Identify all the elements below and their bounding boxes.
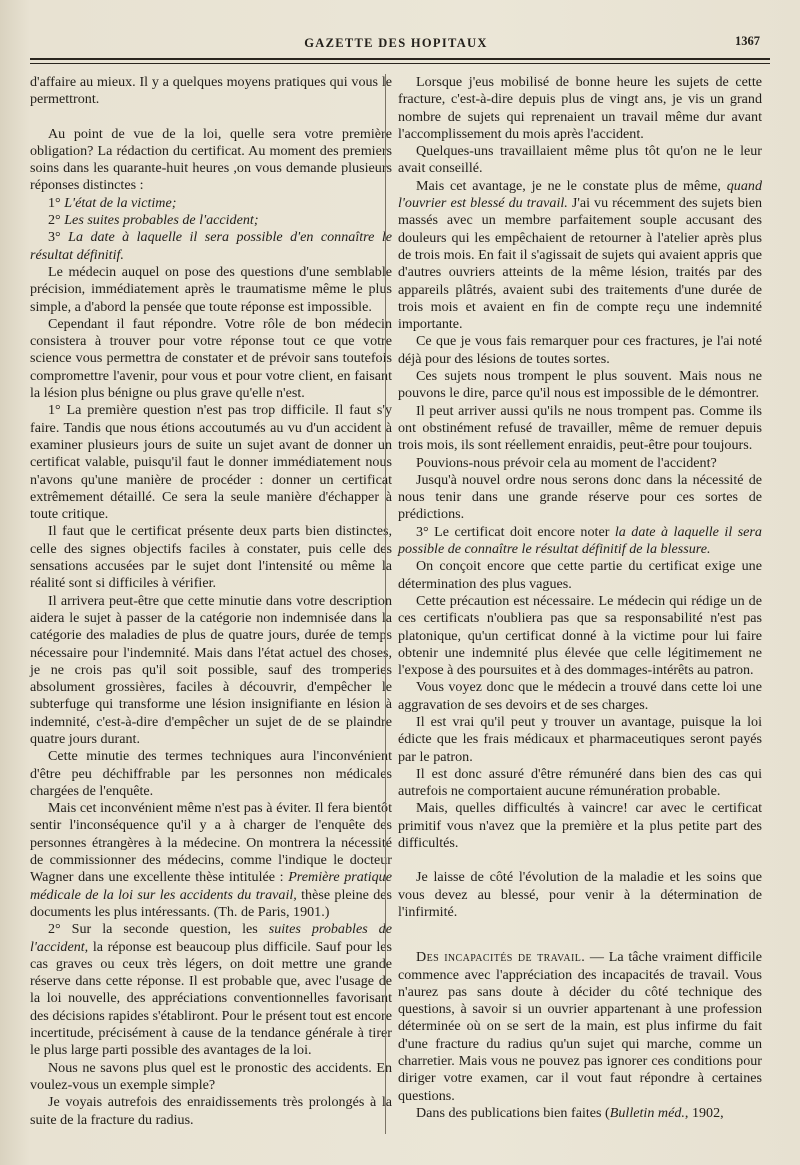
emphasis: suites probables de l'accident,	[30, 921, 392, 955]
paragraph: Il arrivera peut-être que cette minutie dans votre description aidera le sujet à passer de la catégorie non indemnisée dans la catégorie des maladies de plus de quatre jours, durée de temps nécessaire pour l'indemnité. Mais dans l'état actuel des choses, je ne crois pas qu'il soit possible, sauf des tromperies absolument grossières, faciles à découvrir, d'empêcher le subterfuge qui transforme une lésion insignifiante en lésion à indemnité, c'est-à-dire d'empêcher un sujet de de se plaindre quatre jours durant.	[30, 592, 392, 747]
page-number: 1367	[735, 34, 760, 48]
paragraph: Cette précaution est nécessaire. Le médecin qui rédige un de ces certificats n'oubliera pas que sa responsabilité n'est pas platonique, qu'un certificat donné à la victime pour lui faire obtenir une indemnité plus élevée que celle légitimement ne l'expose à des poursuites et à des dommages-intérêts au patron.	[398, 592, 762, 679]
paragraph	[398, 1105, 762, 1122]
paragraph: Cette minutie des termes techniques aura l'inconvénient d'être peu déchiffrable par les personnes non médicales chargées de l'enquête.	[30, 748, 392, 799]
paragraph: Ces sujets nous trompent le plus souvent. Mais nous ne pouvons le dire, parce qu'il nous est impossible de le démontrer.	[398, 368, 762, 402]
emphasis: la date à laquelle il sera possible de connaître le résultat définitif de la blessure.	[398, 523, 762, 558]
paragraph	[398, 178, 762, 334]
list-item	[30, 229, 392, 264]
journal-title: GAZETTE DES HOPITAUX	[304, 36, 488, 50]
paragraph: Ce que je vous fais remarquer pour ces fractures, je l'ai noté déjà pour des lésions de toutes sortes.	[398, 333, 762, 367]
right-column	[398, 74, 762, 1122]
paragraph: Mais, quelles difficultés à vaincre! car avec le certificat primitif vous n'avez que la première et la plus petite part des difficultés.	[398, 800, 762, 852]
paragraph: Quelques-uns travaillaient même plus tôt qu'on ne le leur avait conseillé.	[398, 143, 762, 177]
text-run: , 1902,	[684, 1104, 724, 1121]
paragraph: Nous ne savons plus quel est le pronostic des accidents. En voulez-vous un exemple simple?	[30, 1059, 392, 1093]
paragraph: Jusqu'à nouvel ordre nous serons donc dans la nécessité de nous tenir dans une grande réserve pour ces sortes de prédictions.	[398, 471, 762, 523]
text-run: — La tâche vraiment difficile commence avec l'appréciation des incapacités de travail. Vous n'aurez pas sans doute à décider du côté technique des questions, à savoir si un ouvrier appartenant à une profession déterminée où on se sert de la main, est plus infirme du fait d'une fracture du radius qu'un sujet qui marche, comme un charretier. Mais vous ne pouvez pas ignorer ces conditions pour diriger votre examen, car il vout faut répondre à certaines questions.	[398, 949, 762, 1104]
text-run: 2° Sur la seconde question, les	[48, 921, 258, 938]
thesis-title: Première pratique médicale de la loi sur les accidents du travail,	[30, 869, 392, 903]
list-number: 1°	[48, 194, 61, 211]
paragraph: 1° La première question n'est pas trop difficile. Il faut s'y faire. Tandis que nous étions accoutumés au vu d'un accident à examiner plusieurs jours de suite un sujet avant de donner un certificat valable, puisqu'il faut le donner immédiatement nous n'avons qu'une manière de procéder : donner un certificat extrêmement détaillé. Ce sera la seule manière d'échapper à toute critique.	[30, 402, 392, 523]
text-run: 3° Le certificat doit encore noter	[416, 523, 610, 540]
list-number: 3°	[48, 229, 61, 246]
paragraph: Il est vrai qu'il peut y trouver un avantage, puisque la loi édicte que les frais médicaux et pharmaceutiques seront payés par le patron.	[398, 713, 762, 765]
paragraph: Il peut arriver aussi qu'ils ne nous trompent pas. Comme ils ont obstinément refusé de travailler, même de remuer depuis trois mois, ils sont réellement enraidis, peut-être pour toujours.	[398, 402, 762, 454]
header-rule-thick	[30, 58, 770, 60]
text-run: Mais cet inconvénient même n'est pas à éviter. Il fera bientôt sentir l'inconséquence qu'il y a à charger de l'enquête des personnes étrangères à la médecine. On montrera la nécessité de commissionner des médecins, comme l'indique le docteur Wagner dans une excellente thèse intitulée :	[30, 800, 392, 886]
list-text: Les suites probables de l'accident;	[64, 212, 259, 229]
text-run: Dans des publications bien faites (	[416, 1104, 610, 1121]
paragraph	[30, 800, 392, 921]
text-run: Mais cet avantage, je ne le constate plus de même,	[416, 177, 721, 194]
paragraph: Lorsque j'eus mobilisé de bonne heure les sujets de cette fracture, c'est-à-dire depuis plus de vingt ans, je vis un grand nombre de sujets qui reprenaient un travail même dur avant l'accomplissement du mois après l'accident.	[398, 74, 762, 142]
emphasis: quand l'ouvrier est blessé du travail.	[398, 177, 762, 212]
paragraph: Vous voyez donc que le médecin a trouvé dans cette loi une aggravation de ses devoirs et de ses charges.	[398, 679, 762, 713]
paragraph: Je laisse de côté l'évolution de la maladie et les soins que vous devez au blessé, pour venir à la détermination de l'infirmité.	[398, 869, 762, 920]
list-text: L'état de la victime;	[64, 194, 177, 211]
text-run: la réponse est beaucoup plus difficile. Sauf pour les cas graves ou ceux très légers, on doit mettre une grande réserve dans cette réponse. Il est probable que, avec l'usage de la loi nouvelle, des appréciations conventionnelles favorisant des décisions rapides s'établiront. Pour le présent tout est encore incertitude, précisément à cause de la tendance générale à tirer le plus large parti possible des avantages de la loi.	[30, 938, 392, 1059]
list-item	[30, 212, 392, 229]
paragraph: Pouvions-nous prévoir cela au moment de l'accident?	[416, 454, 717, 471]
text-run: J'ai vu récemment des sujets bien massés avec un membre parfaitement souple accusant des douleurs qui les empêchaient de retourner à l'atelier après plus de trois mois. En fait il s'agissait de sujets qui avaient appris que d'autres ouvriers atteints de la même lésion, traités par des appareils plâtrés, avaient subi des traitements d'une durée de trois mois et avaient en fin de compte reçu une indemnité importante.	[398, 195, 763, 333]
list-text: La date à laquelle il sera possible d'en connaître le résultat définitif.	[30, 229, 392, 263]
paragraph	[398, 524, 762, 559]
paragraph: Il est donc assuré d'être rémunéré dans bien des cas qui autrefois ne comportaient aucune rémunération probable.	[398, 765, 762, 800]
header-rule-thin	[30, 63, 770, 64]
paragraph: On conçoit encore que cette partie du certificat exige une détermination des plus vagues.	[398, 558, 762, 592]
section-paragraph	[398, 949, 762, 1105]
list-number: 2°	[48, 212, 61, 229]
paragraph: d'affaire au mieux. Il y a quelques moyens pratiques qui vous le permettront.	[30, 74, 392, 108]
paragraph: Cependant il faut répondre. Votre rôle de bon médecin consistera à trouver pour votre réponse tout ce que votre science vous permettra de constater et de prévoir sans toutefois compromettre l'avenir, pour vous et pour votre client, en faisant la lésion plus bénigne ou plus grave qu'elle n'est.	[30, 315, 392, 402]
section-heading: Des incapacités de travail.	[416, 949, 586, 966]
paragraph: Le médecin auquel on pose des questions d'une semblable précision, immédiatement après le traumatisme même le plus simple, a d'abord la pensée que toute réponse est impossible.	[30, 263, 392, 315]
list-item	[30, 195, 392, 212]
text-run: thèse pleine des documents les plus intéressants. (Th. de Paris, 1901.)	[30, 886, 392, 920]
paragraph	[30, 921, 392, 1059]
left-column	[30, 74, 392, 1129]
paragraph: Je voyais autrefois des enraidissements très prolongés à la suite de la fracture du radius.	[30, 1094, 392, 1128]
page-header	[30, 30, 762, 58]
column-divider	[385, 74, 386, 1134]
paragraph: Il faut que le certificat présente deux parts bien distinctes, celle des signes objectifs faciles à constater, puis celle des sensations accusées par le sujet dont l'intensité ou même la réalité sont si difficiles à vérifier.	[30, 523, 392, 592]
citation-title: Bulletin méd.	[609, 1104, 685, 1121]
paragraph: Au point de vue de la loi, quelle sera votre première obligation? La rédaction du certificat. Au moment des premiers soins dans les quarante-huit heures ,on vous demande plusieurs réponses distinctes :	[30, 125, 392, 194]
